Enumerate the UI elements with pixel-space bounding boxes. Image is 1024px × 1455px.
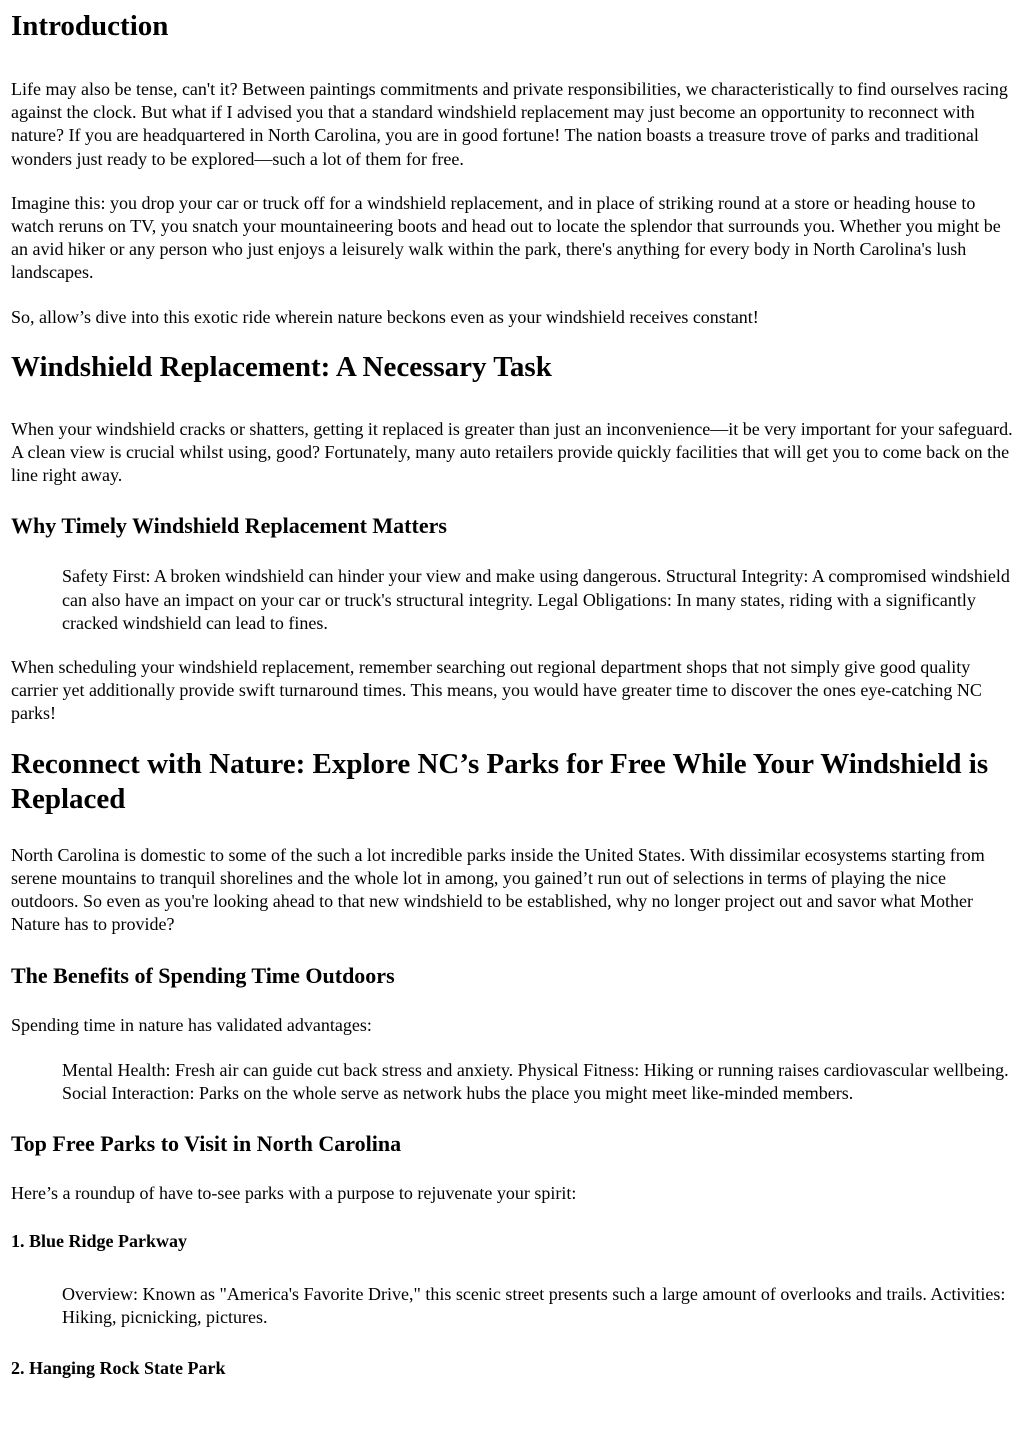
- heading-windshield-replacement: Windshield Replacement: A Necessary Task: [11, 350, 552, 383]
- paragraph: Life may also be tense, can't it? Between paintings commitments and private responsibilities, we characteristically to find ourselves racing against the clock. But what if I advised you that a standard windshield replacement may just become an opportunity to reconnect with nature? If you are headquartered in North Carolina, you are in good fortune! The nation boasts a treasure trove of parks and traditional wonders just ready to be explored—such a lot of them for free.: [11, 79, 1008, 169]
- heading-introduction: Introduction: [11, 10, 169, 42]
- paragraph: North Carolina is domestic to some of the such a lot incredible parks inside the United States. With dissimilar ecosystems starting from serene mountains to tranquil shorelines and the whole lot in among, you gained’t run out of selections in terms of playing the nice outdoors. So even as you're looking ahead to that new windshield to be established, why no longer project out and savor what Mother Nature has to provide?: [11, 844, 985, 935]
- blockquote-benefits: Mental Health: Fresh air can guide cut back stress and anxiety. Physical Fitness: Hiking or running raises cardiovascular wellbeing. Social Interaction: Parks on the whole serve as network hubs the place you might meet like-minded members.: [62, 1059, 1009, 1103]
- blockquote-blue-ridge: Overview: Known as "America's Favorite Drive," this scenic street presents such a large amount of overlooks and trails. Activities: Hiking, picnicking, pictures.: [62, 1284, 1006, 1328]
- paragraph: When your windshield cracks or shatters, getting it replaced is greater than just an inconvenience—it be very important for your safeguard. A clean view is crucial whilst using, good? Fortunately, many auto retailers provide quickly facilities that will get you to come back on the line right away.: [11, 418, 1013, 486]
- heading-top-free-parks: Top Free Parks to Visit in North Carolina: [11, 1131, 402, 1157]
- heading-park-blue-ridge: 1. Blue Ridge Parkway: [11, 1231, 188, 1252]
- paragraph: Here’s a roundup of have to-see parks with a purpose to rejuvenate your spirit:: [11, 1183, 577, 1204]
- heading-why-timely-replacement: Why Timely Windshield Replacement Matters: [11, 513, 447, 539]
- heading-park-hanging-rock: 2. Hanging Rock State Park: [11, 1357, 226, 1378]
- paragraph: So, allow’s dive into this exotic ride wherein nature beckons even as your windshield receives constant!: [11, 306, 759, 327]
- heading-benefits-outdoors: The Benefits of Spending Time Outdoors: [11, 963, 395, 989]
- paragraph: Imagine this: you drop your car or truck off for a windshield replacement, and in place of striking round at a store or heading house to watch reruns on TV, you snatch your mountaineering boots and head out to locate the splendor that surrounds you. Whether you might be an avid hiker or any person who just enjoys a leisurely walk within the park, there's anything for every body in North Carolina's lush landscapes.: [11, 192, 1001, 283]
- paragraph: When scheduling your windshield replacement, remember searching out regional department shops that not simply give good quality carrier yet additionally provide swift turnaround times. This means, you would have greater time to discover the ones eye-catching NC parks!: [11, 657, 982, 724]
- paragraph: Spending time in nature has validated advantages:: [11, 1015, 372, 1036]
- heading-reconnect-with-nature: Reconnect with Nature: Explore NC’s Parks for Free While Your Windshield is Replaced: [11, 747, 989, 815]
- article: [0, 9, 1024, 1379]
- blockquote-safety: Safety First: A broken windshield can hinder your view and make using dangerous. Structural Integrity: A compromised windshield can also have an impact on your car or truck's structural integrity. Legal Obligations: In many states, riding with a significantly cracked windshield can lead to fines.: [62, 566, 1010, 633]
